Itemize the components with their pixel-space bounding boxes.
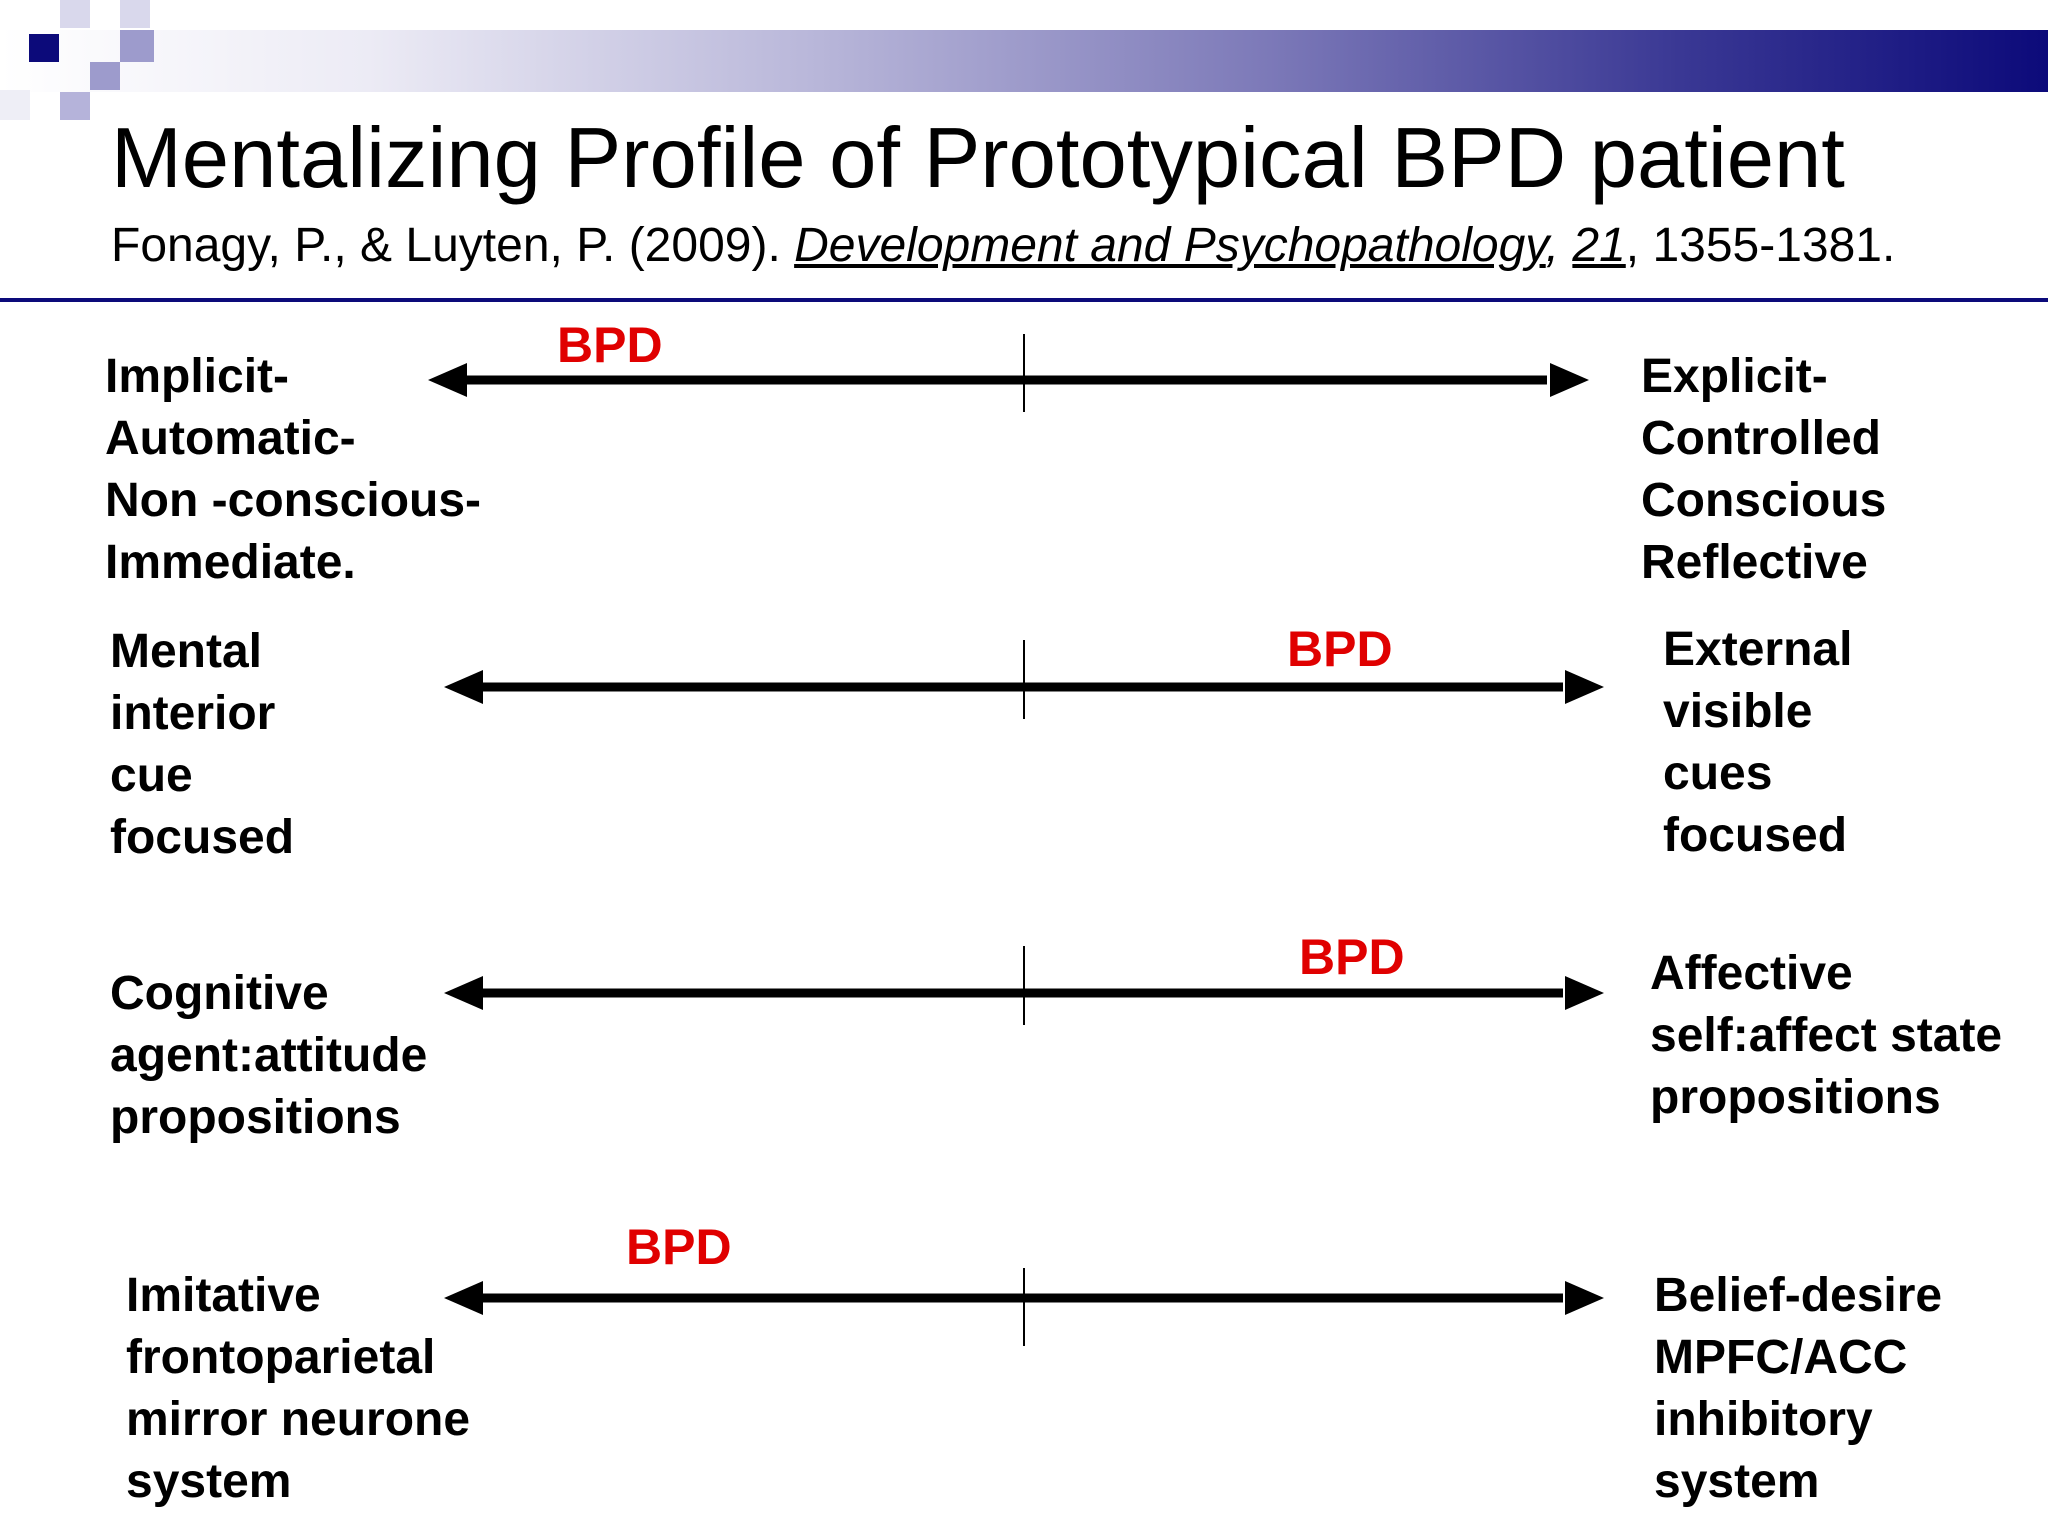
right-pole-label: Belief-desire MPFC/ACC inhibitory system bbox=[1654, 1269, 1943, 1508]
right-arrowhead bbox=[1565, 670, 1604, 704]
citation-separator: , bbox=[1545, 219, 1573, 272]
right-arrowhead bbox=[1565, 1281, 1604, 1315]
left-pole-label: Imitative frontoparietal mirror neurone system bbox=[126, 1269, 471, 1508]
left-pole-label: Cognitive agent:attitude propositions bbox=[110, 967, 428, 1144]
citation-journal: Development and Psychopathology bbox=[794, 219, 1546, 272]
right-pole-label: Explicit- Controlled Conscious Reflective bbox=[1641, 350, 1887, 589]
arrow-row-3 bbox=[444, 946, 1604, 1025]
citation-authors: Fonagy, P., & Luyten, P. (2009). bbox=[111, 219, 795, 272]
bpd-marker: BPD bbox=[1299, 929, 1405, 985]
bpd-marker: BPD bbox=[557, 317, 663, 373]
bpd-marker: BPD bbox=[1287, 621, 1393, 677]
left-arrowhead bbox=[428, 363, 467, 397]
left-arrowhead bbox=[444, 1281, 483, 1315]
arrow-row-1 bbox=[428, 334, 1589, 412]
left-pole-label: Implicit- Automatic- Non -conscious- Immediate. bbox=[105, 350, 482, 589]
slide-title: Mentalizing Profile of Prototypical BPD patient bbox=[111, 111, 1845, 206]
citation-volume: 21 bbox=[1572, 219, 1626, 272]
citation-pages: , 1355-1381. bbox=[1625, 219, 1896, 272]
bpd-marker: BPD bbox=[626, 1219, 732, 1275]
right-arrowhead bbox=[1565, 976, 1604, 1010]
left-pole-label: Mental interior cue focused bbox=[110, 625, 295, 864]
right-pole-label: External visible cues focused bbox=[1663, 623, 1853, 862]
left-arrowhead bbox=[444, 976, 483, 1010]
arrow-row-2 bbox=[444, 640, 1604, 719]
left-arrowhead bbox=[444, 670, 483, 704]
arrow-row-4 bbox=[444, 1268, 1604, 1346]
right-pole-label: Affective self:affect state propositions bbox=[1650, 947, 2003, 1124]
right-arrowhead bbox=[1550, 363, 1589, 397]
